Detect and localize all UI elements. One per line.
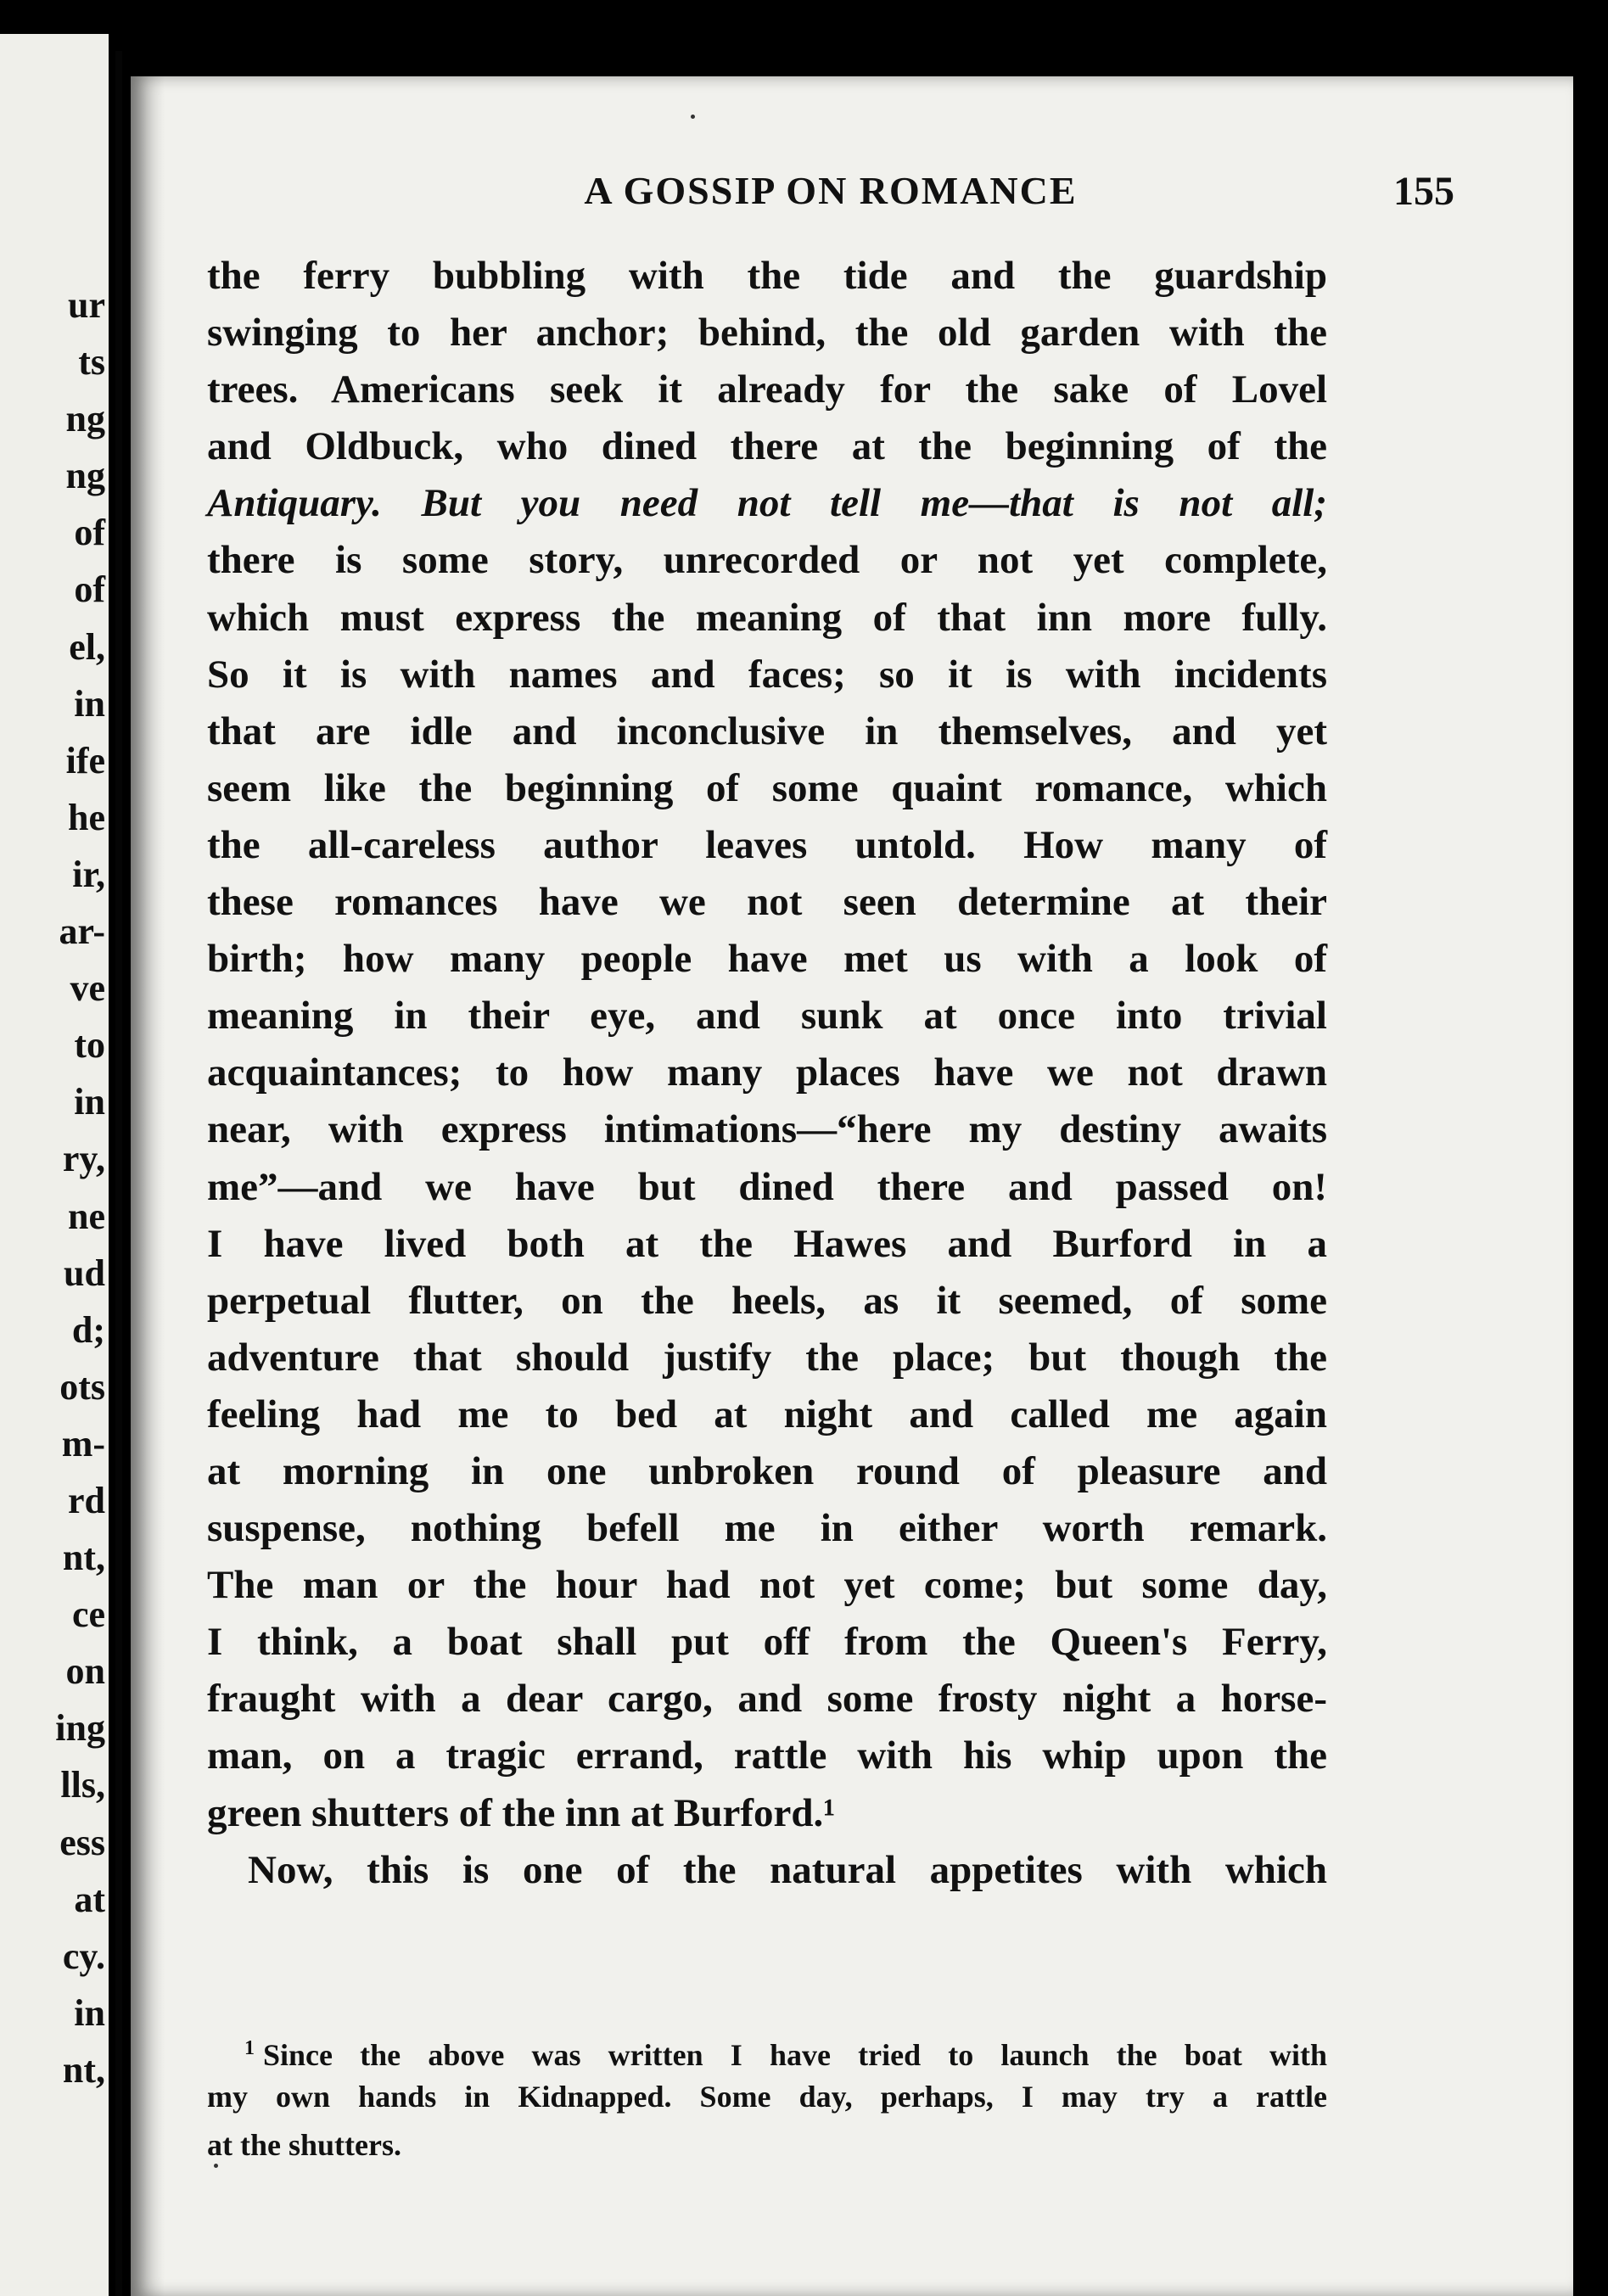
text-line: So it is with names and faces; so it is with incidents bbox=[207, 652, 1327, 697]
spine-shadow bbox=[131, 76, 165, 2296]
fragment: in bbox=[74, 1991, 105, 2034]
fragment: in bbox=[74, 1081, 105, 1123]
fragment: d; bbox=[71, 1308, 105, 1351]
text-line: meaning in their eye, and sunk at once into trivial bbox=[207, 994, 1327, 1039]
page-number: 155 bbox=[1393, 169, 1454, 214]
text-line: Now, this is one of the natural appetites with which bbox=[248, 1847, 1327, 1892]
footnote-line bbox=[207, 2024, 1327, 2073]
text-line: The man or the hour had not yet come; but some day, bbox=[207, 1563, 1327, 1608]
fragment: ir, bbox=[72, 853, 105, 895]
footnote-text: Since the above was written I have tried to launch the boat with bbox=[263, 2038, 1327, 2072]
text-line: adventure that should justify the place; but though the bbox=[207, 1335, 1327, 1380]
fragment: ry, bbox=[62, 1138, 105, 1180]
fragment: in bbox=[74, 682, 105, 725]
text-line: near, with express intimations—“here my destiny awaits bbox=[207, 1107, 1327, 1152]
fragment: cy. bbox=[62, 1935, 105, 1977]
book-page bbox=[131, 76, 1573, 2296]
text-line: these romances have we not seen determine at their bbox=[207, 880, 1327, 925]
text-line: suspense, nothing befell me in either worth remark. bbox=[207, 1506, 1327, 1551]
text-line: Antiquary. But you need not tell me—that is not all; bbox=[207, 481, 1327, 526]
fragment: ud bbox=[64, 1252, 105, 1294]
text-line: acquaintances; to how many places have we not drawn bbox=[207, 1050, 1327, 1095]
book-gutter bbox=[115, 51, 122, 2296]
text-line: I think, a boat shall put off from the Queen's Ferry, bbox=[207, 1620, 1327, 1665]
body-text bbox=[207, 248, 1327, 1899]
fragment: nt, bbox=[62, 2048, 105, 2091]
running-title: A GOSSIP ON ROMANCE bbox=[584, 169, 1078, 212]
text-line: trees. Americans seek it already for the sake of Lovel bbox=[207, 367, 1327, 412]
text-line: fraught with a dear cargo, and some frosty night a horse- bbox=[207, 1677, 1327, 1722]
text-line: the all-careless author leaves untold. How many of bbox=[207, 822, 1327, 867]
fragment: lls, bbox=[60, 1764, 105, 1806]
fragment: ne bbox=[68, 1195, 105, 1237]
fragment: he bbox=[68, 796, 105, 838]
text-line: the ferry bubbling with the tide and the guardship bbox=[207, 254, 1327, 298]
fragment: ce bbox=[71, 1593, 105, 1636]
text-line: me”—and we have but dined there and passed on! bbox=[207, 1164, 1327, 1209]
text-line: there is some story, unrecorded or not yet complete, bbox=[207, 538, 1327, 583]
fragment: ing bbox=[55, 1707, 105, 1750]
previous-page-edge bbox=[0, 34, 109, 2296]
fragment: rd bbox=[68, 1479, 105, 1521]
paper-speck bbox=[214, 2164, 218, 2168]
text-line: green shutters of the inn at Burford.¹ bbox=[207, 1790, 836, 1835]
text-line: man, on a tragic errand, rattle with his whip upon the bbox=[207, 1733, 1327, 1778]
fragment: ng bbox=[65, 455, 105, 497]
fragment: of bbox=[74, 568, 105, 611]
fragment: ar- bbox=[59, 910, 105, 953]
footnote bbox=[207, 2024, 1327, 2170]
paper-speck bbox=[691, 115, 695, 119]
fragment: at bbox=[74, 1878, 105, 1920]
text-line: and Oldbuck, who dined there at the beginning of the bbox=[207, 424, 1327, 469]
text-line: I have lived both at the Hawes and Burford in a bbox=[207, 1221, 1327, 1266]
footnote-line: my own hands in Kidnapped. Some day, perhaps, I may try a rattle bbox=[207, 2080, 1327, 2114]
text-line: perpetual flutter, on the heels, as it seemed, of some bbox=[207, 1278, 1327, 1323]
fragment: of bbox=[74, 512, 105, 554]
text-line: that are idle and inconclusive in themselves, and yet bbox=[207, 708, 1327, 753]
text-line: birth; how many people have met us with a look of bbox=[207, 937, 1327, 982]
text-line: swinging to her anchor; behind, the old garden with the bbox=[207, 311, 1327, 356]
footnote-marker: 1 bbox=[244, 2037, 255, 2059]
fragment: ve bbox=[70, 967, 105, 1010]
fragment: ife bbox=[65, 739, 105, 781]
fragment: ts bbox=[78, 341, 105, 384]
text-line: which must express the meaning of that inn more fully. bbox=[207, 595, 1327, 640]
fragment: to bbox=[74, 1024, 105, 1067]
text-line: seem like the beginning of some quaint romance, which bbox=[207, 765, 1327, 810]
fragment: ots bbox=[59, 1365, 105, 1408]
fragment: ur bbox=[68, 284, 105, 326]
fragment: on bbox=[65, 1650, 105, 1693]
text-line: feeling had me to bed at night and called me again bbox=[207, 1392, 1327, 1436]
fragment: el, bbox=[69, 625, 105, 668]
previous-page-line-fragments bbox=[55, 277, 105, 2098]
fragment: ng bbox=[65, 398, 105, 440]
text-line: at morning in one unbroken round of pleasure and bbox=[207, 1448, 1327, 1493]
running-header bbox=[207, 168, 1454, 236]
footnote-line: at the shutters. bbox=[207, 2128, 401, 2162]
fragment: m- bbox=[61, 1422, 105, 1464]
fragment: nt, bbox=[62, 1537, 105, 1579]
fragment: ess bbox=[59, 1821, 105, 1863]
